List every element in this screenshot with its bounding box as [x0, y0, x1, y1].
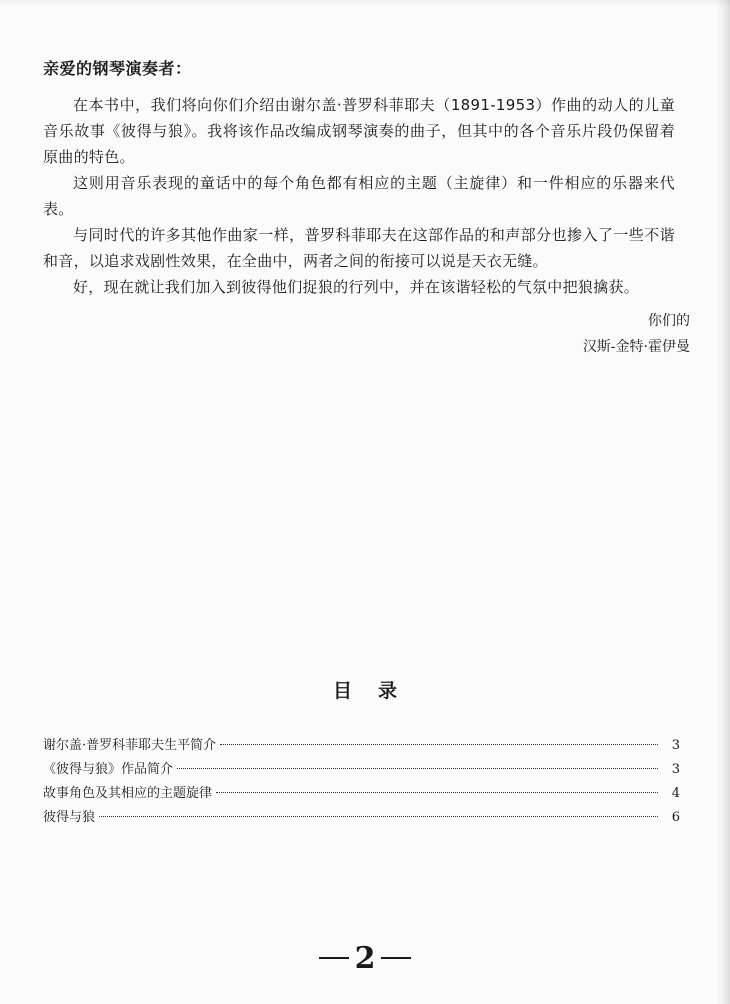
letter-signoff [583, 308, 690, 360]
toc-entry-page: 6 [671, 810, 680, 825]
letter-paragraph: 在本书中，我们将向你们介绍由谢尔盖·普罗科菲耶夫（1891-1953）作曲的动人的儿童音乐故事《彼得与狼》。我将该作品改编成钢琴演奏的曲子，但其中的各个音乐片段仍保留着原曲的特色。 [43, 96, 675, 166]
page-top-shadow [0, 0, 730, 6]
toc-leader-dots [177, 768, 658, 769]
toc-entry[interactable] [43, 806, 680, 830]
page-number-footer [0, 938, 730, 978]
toc-entry-page: 3 [671, 738, 680, 753]
toc-entry-page: 4 [671, 786, 680, 801]
toc-entry-label: 故事角色及其相应的主题旋律 [43, 786, 213, 801]
toc-title: 目录 [332, 680, 423, 702]
table-of-contents [43, 734, 680, 830]
toc-entry[interactable] [43, 758, 680, 782]
page-right-shadow [716, 0, 730, 1004]
toc-leader-dots [99, 816, 658, 817]
toc-leader-dots [220, 744, 658, 745]
toc-entry-label: 彼得与狼 [43, 810, 96, 825]
toc-entry[interactable] [43, 734, 680, 758]
letter-greeting: 亲爱的钢琴演奏者： [43, 59, 192, 78]
letter-paragraph: 好，现在就让我们加入到彼得他们捉狼的行列中，并在该谐轻松的气氛中把狼擒获。 [73, 278, 640, 296]
toc-entry-label: 谢尔盖·普罗科菲耶夫生平简介 [43, 738, 217, 753]
letter-paragraph: 这则用音乐表现的童话中的每个角色都有相应的主题（主旋律）和一件相应的乐器来代表。 [43, 174, 675, 218]
letter-signature: 汉斯-金特·霍伊曼 [582, 339, 690, 355]
page-number-dash-left [319, 957, 349, 959]
page-number-dash-right [381, 957, 411, 959]
toc-entry[interactable] [43, 782, 680, 806]
letter-paragraph: 与同时代的许多其他作曲家一样，普罗科菲耶夫在这部作品的和声部分也掺入了一些不谐和音，以追求戏剧性效果，在全曲中，两者之间的衔接可以说是天衣无缝。 [43, 226, 675, 270]
page-number: 2 [354, 940, 376, 976]
toc-entry-page: 3 [671, 762, 680, 777]
toc-entry-label: 《彼得与狼》作品简介 [43, 762, 174, 777]
letter-body [43, 92, 675, 300]
toc-leader-dots [216, 792, 658, 793]
letter-closing: 你们的 [648, 313, 690, 329]
